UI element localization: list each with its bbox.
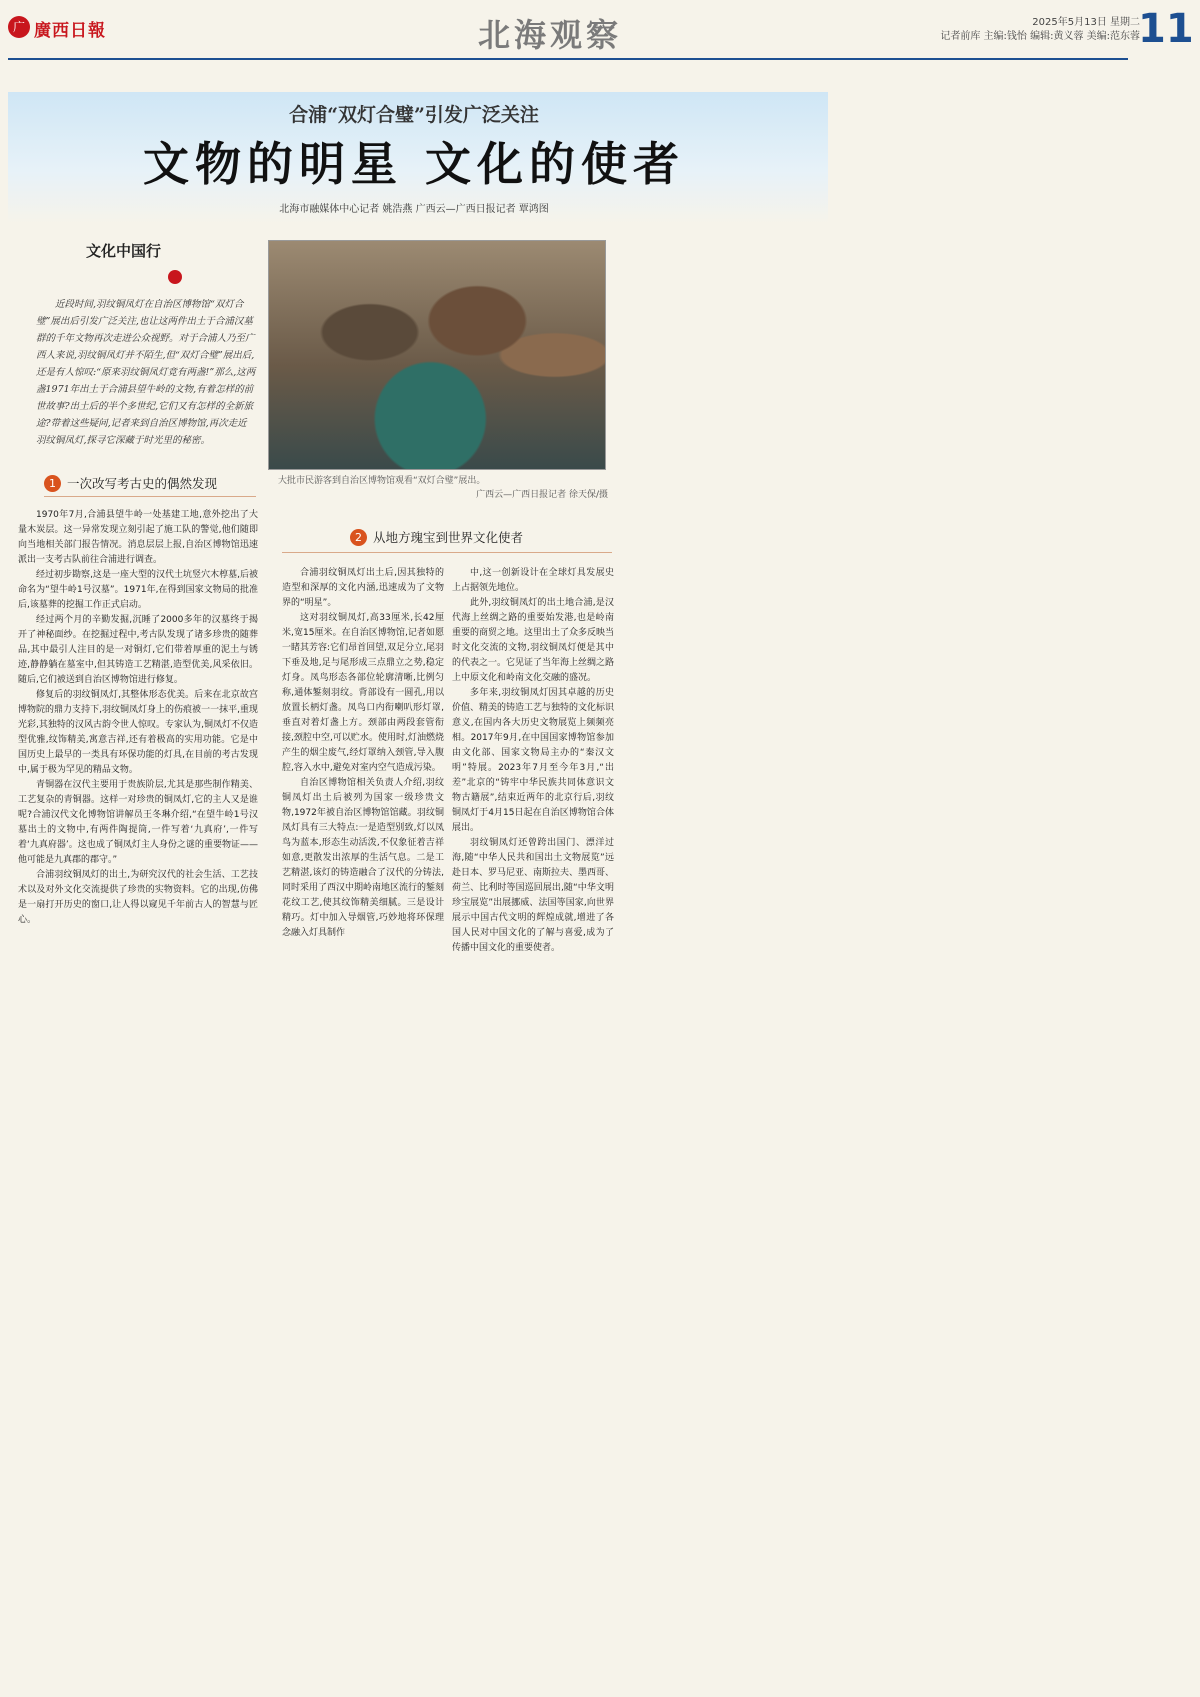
masthead-info <box>940 16 1140 44</box>
paragraph: 多年来,羽纹铜凤灯因其卓越的历史价值、精美的铸造工艺与独特的文化标识意义,在国内各大历史文物展览上频频亮相。2017年9月,在中国国家博物馆参加由文化部、国家文物局主办的“秦汉文明”特展。2023年7月至今年3月,“出差”北京的“铸牢中华民族共同体意识文物古籍展”,结束近两年的北京行后,羽纹铜凤灯于4月15日起在自治区博物馆合体展出。 <box>452 688 615 833</box>
lead-headline: 文物的明星 文化的使者 <box>142 137 685 191</box>
section-2-heading <box>350 526 523 548</box>
section-2-body-col-b <box>452 566 615 953</box>
lead-photo <box>268 240 606 470</box>
section-number-badge: 1 <box>44 475 61 492</box>
masthead-divider <box>8 58 1128 60</box>
paragraph: 羽纹铜凤灯还曾跨出国门、漂洋过海,随“中华人民共和国出土文物展览”远赴日本、罗马尼亚、南斯拉夫、墨西哥、荷兰、比利时等国巡回展出,随“中华文明珍宝展览”出展挪威、法国等国家,向世界展示中国古代文明的辉煌成就,增进了各国人民对中国文化的了解与喜爱,成为了传播中国文化的重要使者。 <box>452 838 615 953</box>
photo-caption-text: 大批市民游客到自治区博物馆观看“双灯合璧”展出。 <box>278 476 486 486</box>
section-title: 北海观察 <box>478 16 623 54</box>
paragraph: 中,这一创新设计在全球灯具发展史上占据领先地位。 <box>452 568 614 593</box>
section-number-badge: 2 <box>350 529 367 546</box>
section-2-rule <box>282 552 612 553</box>
photo-credit: 广西云—广西日报记者 徐天保/摄 <box>476 490 608 500</box>
paragraph: 1970年7月,合浦县望牛岭一处基建工地,意外挖出了大量木炭层。这一异常发现立刻引起了施工队的警觉,他们随即向当地相关部门报告情况。消息层层上报,自治区博物馆迅速派出一支考古队前往合浦进行调查。 <box>18 510 258 565</box>
paragraph: 合浦羽纹铜凤灯的出土,为研究汉代的社会生活、工艺技术以及对外文化交流提供了珍贵的实物资料。它的出现,仿佛是一扇打开历史的窗口,让人得以窥见千年前古人的智慧与匠心。 <box>18 870 258 925</box>
seal-dot-icon <box>168 270 182 284</box>
masthead <box>0 0 1200 70</box>
section-1-rule <box>44 496 256 497</box>
lead-byline: 北海市融媒体中心记者 姚浩燕 广西云—广西日报记者 覃鸿图 <box>279 204 549 215</box>
editor-credits: 记者前库 主编:钱怡 编辑:黄义蓉 美编:范东蓉 <box>940 31 1140 42</box>
paragraph: 合浦羽纹铜凤灯出土后,因其独特的造型和深厚的文化内涵,迅速成为了文物界的“明星”。 <box>282 568 444 608</box>
lead-photo-caption <box>278 474 608 502</box>
issue-date: 2025年5月13日 星期二 <box>1032 17 1140 28</box>
lead-kicker: 合浦“双灯合璧”引发广泛关注 <box>289 104 539 126</box>
paragraph: 这对羽纹铜凤灯,高33厘米,长42厘米,宽15厘米。在自治区博物馆,记者如愿一睹其芳容:它们昂首回望,双足分立,尾羽下垂及地,足与尾形成三点鼎立之势,稳定灯身。凤鸟形态各部位轮廓清晰,比例匀称,通体錾刻羽纹。背部设有一圆孔,用以放置长柄灯盏。凤鸟口内衔喇叭形灯罩,垂直对着灯盏上方。颈部由两段套管衔接,颈腔中空,可以贮水。使用时,灯油燃烧产生的烟尘废气,经灯罩纳入颈管,导入腹腔,容入水中,避免对室内空气造成污染。 <box>282 613 444 773</box>
paragraph: 经过两个月的辛勤发掘,沉睡了2000多年的汉墓终于揭开了神秘面纱。在挖掘过程中,考古队发现了诸多珍贵的随葬品,其中最引人注目的是一对铜灯,它们带着厚重的泥土与锈迹,静静躺在墓室中,但其铸造工艺精湛,造型优美,风采依旧。随后,它们被送到自治区博物馆进行修复。 <box>18 615 258 685</box>
paragraph: 自治区博物馆相关负责人介绍,羽纹铜凤灯出土后被列为国家一级珍贵文物,1972年被自治区博物馆馆藏。羽纹铜凤灯具有三大特点:一是造型别致,灯以凤鸟为蓝本,形态生动活泼,不仅象征着吉祥如意,更散发出浓厚的生活气息。二是工艺精湛,该灯的铸造融合了汉代的分铸法,同时采用了西汉中期岭南地区流行的錾刻花纹工艺,使其纹饰精美细腻。三是设计精巧。灯中加入导烟管,巧妙地将环保理念融入灯具制作 <box>282 778 445 938</box>
lead-intro: 近段时间,羽纹铜凤灯在自治区博物馆“双灯合璧”展出后引发广泛关注,也让这两件出土于合浦汉墓群的千年文物再次走进公众视野。对于合浦人乃至广西人来说,羽纹铜凤灯并不陌生,但“双灯合璧”展出后,还是有人惊叹:“原来羽纹铜凤灯竟有两盏!”那么,这两盏1971年出土于合浦县望牛岭的文物,有着怎样的前世故事?出土后的半个多世纪,它们又有怎样的全新旅途?带着这些疑问,记者来到自治区博物馆,再次走近羽纹铜凤灯,探寻它深藏于时光里的秘密。 <box>36 299 256 446</box>
column-seal: 文化中国行 <box>86 242 162 260</box>
page-number: 11 <box>1138 6 1194 52</box>
paragraph: 经过初步勘察,这是一座大型的汉代土坑竖穴木椁墓,后被命名为“望牛岭1号汉墓”。1971年,在得到国家文物局的批准后,该墓葬的挖掘工作正式启动。 <box>18 570 258 610</box>
paragraph: 此外,羽纹铜凤灯的出土地合浦,是汉代海上丝绸之路的重要始发港,也是岭南重要的商贸之地。这里出土了众多反映当时文化交流的文物,羽纹铜凤灯便是其中的代表之一。它见证了当年海上丝绸之路上中原文化和岭南文化交融的盛况。 <box>452 598 615 683</box>
section-2-title: 从地方瑰宝到世界文化使者 <box>373 530 524 545</box>
newspaper-logo-icon: 广 <box>8 16 30 38</box>
section-2-body-col-a <box>282 566 444 946</box>
section-1-title: 一次改写考古史的偶然发现 <box>67 476 218 491</box>
section-1-body <box>18 508 258 1108</box>
section-1-heading <box>44 472 217 494</box>
paragraph: 青铜器在汉代主要用于贵族阶层,尤其是那些制作精美、工艺复杂的青铜器。这样一对珍贵的铜凤灯,它的主人又是谁呢?合浦汉代文化博物馆讲解员王冬琳介绍,“在望牛岭1号汉墓出土的文物中,有两件陶提筒,一件写着‘九真府’,一件写着‘九真府器’。这也成了铜凤灯主人身份之谜的重要物证——他可能是九真郡的郡守。” <box>18 780 258 865</box>
newspaper-name: 廣西日報 <box>34 21 106 41</box>
paragraph: 修复后的羽纹铜凤灯,其整体形态优美。后来在北京故宫博物院的鼎力支持下,羽纹铜凤灯身上的伤痕被一一抹平,重现光彩,其独特的汉风古韵令世人惊叹。专家认为,铜凤灯不仅造型优雅,纹饰精美,寓意吉祥,还有着极高的实用功能。它是中国历史上最早的一类具有环保功能的灯具,在目前的考古发现中,属于极为罕见的精品文物。 <box>18 690 258 775</box>
